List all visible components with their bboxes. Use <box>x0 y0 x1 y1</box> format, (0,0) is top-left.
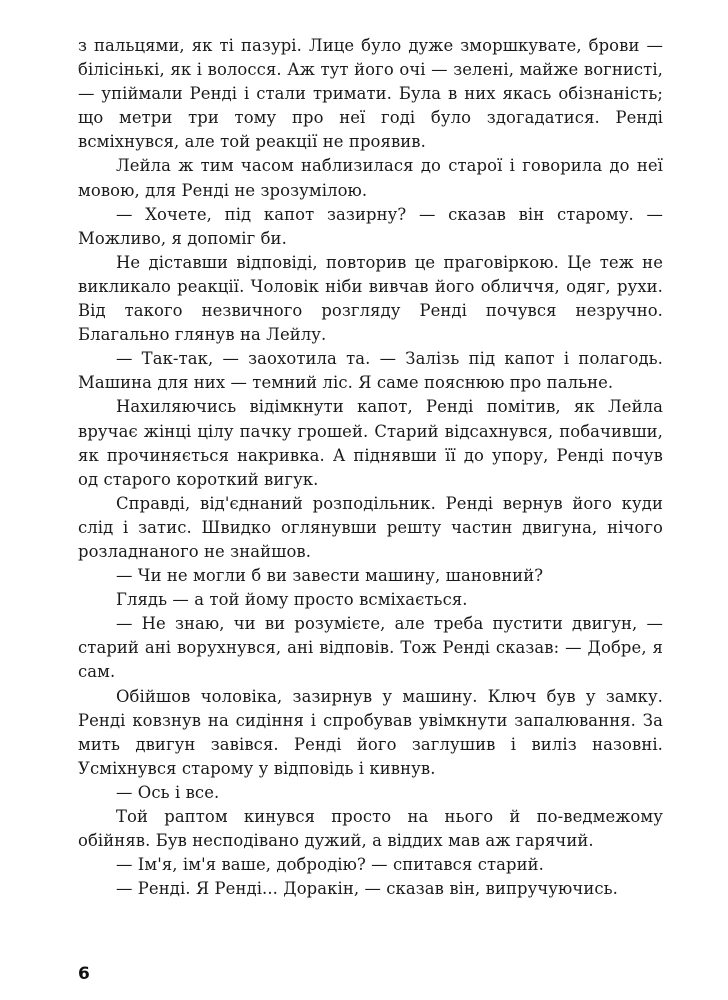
paragraph-8: — Чи не могли б ви завести машину, шановний? <box>116 566 544 586</box>
paragraph-15: — Ренді. Я Ренді... Доракін, — сказав він, випручуючись. <box>116 879 618 899</box>
paragraph-5: — Так-так, — заохотила та. — Залізь під капот і полагодь. Машина для них — темний ліс. Я саме пояснюю про пальне. <box>78 349 663 393</box>
body-text <box>78 34 663 901</box>
paragraph-13: Той раптом кинувся просто на нього й по-ведмежому обійняв. Був несподівано дужий, а віддих мав аж гарячий. <box>78 807 663 851</box>
paragraph-1: з пальцями, як ті пазурі. Лице було дуже зморшкувате, брови — білісінькі, як і волосся. Аж тут його очі — зелені, майже вогнисті, — упіймали Ренді і стали тримати. Була в них якась обізнаність; що метри три тому про неї годі було здогадатися. Ренді всміхнувся, але той реакції не проявив. <box>78 36 663 152</box>
paragraph-6: Нахиляючись відімкнути капот, Ренді помітив, як Лейла вручає жінці цілу пачку грошей. Старий відсахнувся, побачивши, як прочиняється накривка. А піднявши її до упору, Ренді почув од старого короткий вигук. <box>78 397 663 489</box>
paragraph-7: Справді, від'єднаний розподільник. Ренді вернув його куди слід і затис. Швидко оглянувши решту частин двигуна, нічого розладнаного не знайшов. <box>78 493 663 561</box>
paragraph-10: — Не знаю, чи ви розумієте, але треба пустити двигун, — старий ані ворухнувся, ані відповів. Тож Ренді сказав: — Добре, я сам. <box>78 614 663 682</box>
paragraph-4: Не діставши відповіді, повторив це праговіркою. Це теж не викликало реакції. Чоловік ніби вивчав його обличчя, одяг, рухи. Від такого незвичного розгляду Ренді почувся незручно. Благально глянув на Лейлу. <box>78 252 663 345</box>
paragraph-12: — Ось і все. <box>116 782 220 802</box>
page-number: 6 <box>78 964 90 984</box>
paragraph-3: — Хочете, під капот зазирну? — сказав він старому. — Можливо, я допоміг би. <box>78 204 663 248</box>
paragraph-9: Глядь — а той йому просто всміхається. <box>116 590 468 610</box>
paragraph-2: Лейла ж тим часом наблизилася до старої і говорила до неї мовою, для Ренді не зрозумілою. <box>78 156 663 200</box>
paragraph-11: Обійшов чоловіка, зазирнув у машину. Ключ був у замку. Ренді ковзнув на сидіння і спробував увімкнути запалювання. За мить двигун завівся. Ренді його заглушив і виліз назовні. Усміхнувся старому у відповідь і кивнув. <box>78 686 663 778</box>
paragraph-14: — Ім'я, ім'я ваше, добродію? — спитався старий. <box>116 855 544 875</box>
